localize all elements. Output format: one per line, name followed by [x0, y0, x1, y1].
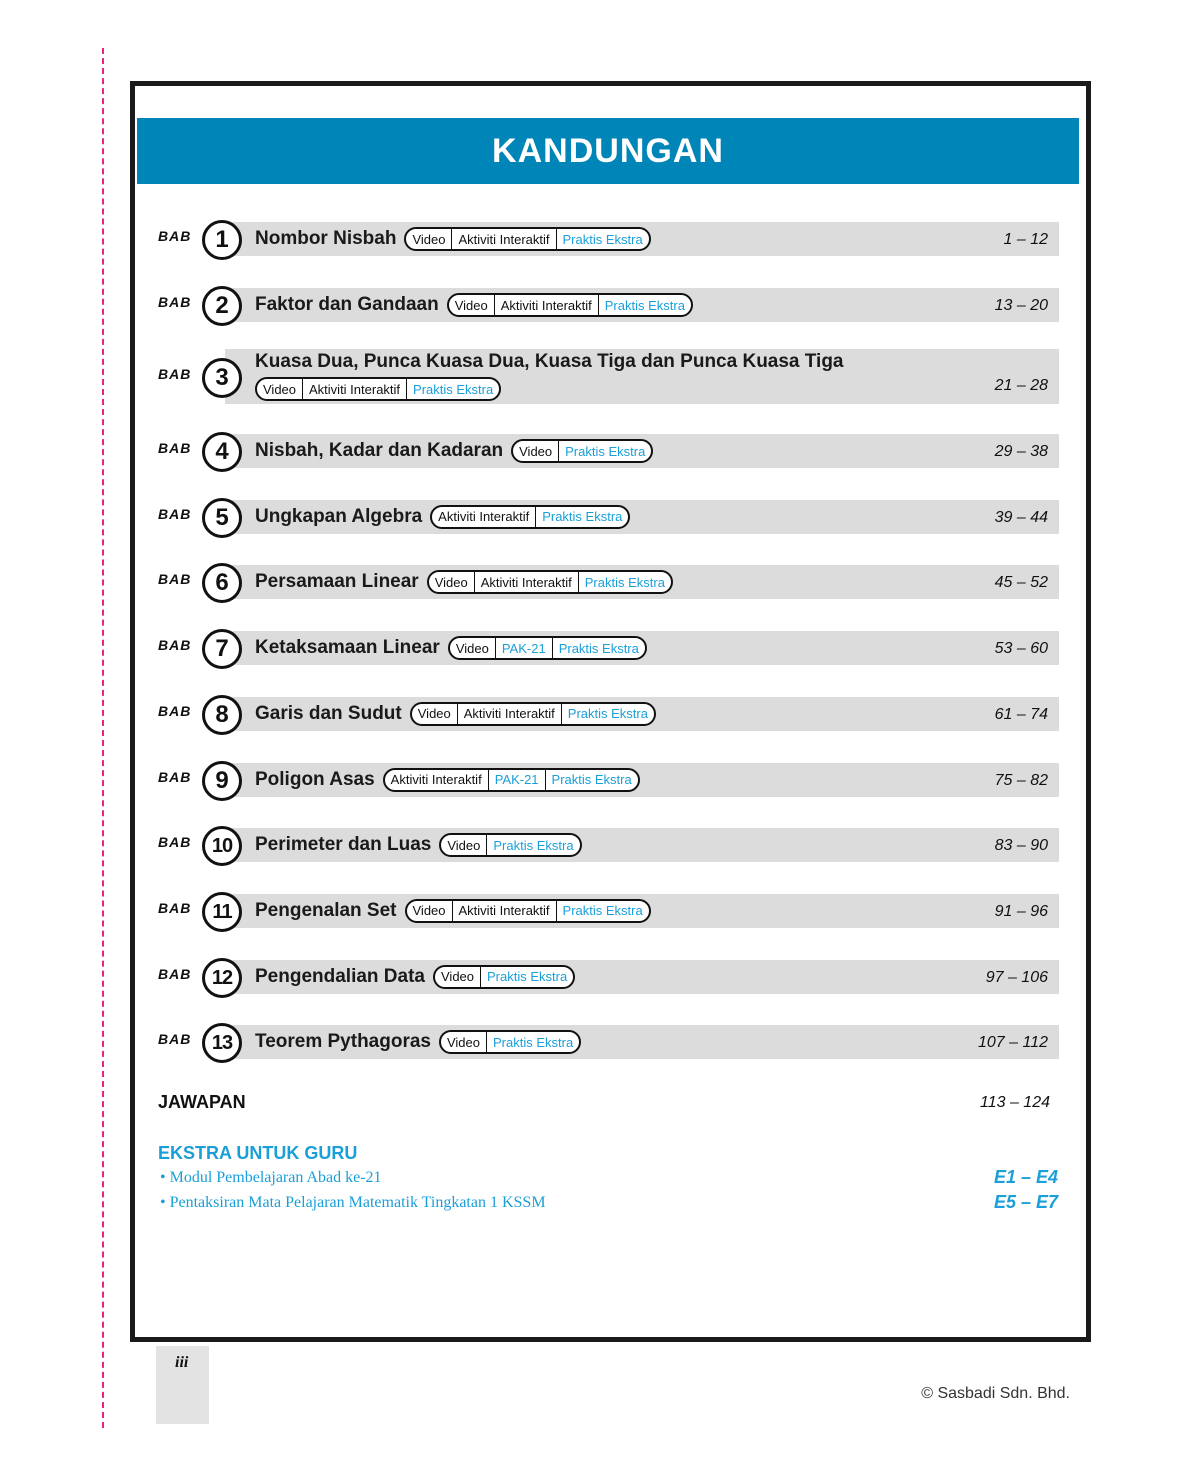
resource-tag[interactable]: Video — [417, 706, 451, 722]
extra-item-pages: E5 – E7 — [993, 1192, 1058, 1212]
chapter-number-badge: 5 — [202, 498, 242, 538]
chapter-title-line — [255, 293, 693, 317]
chapter-title-line — [255, 965, 575, 989]
resource-tags — [433, 965, 575, 989]
cut-guide-line — [102, 48, 104, 1428]
chapter-pages: 1 – 12 — [1003, 231, 1048, 248]
chapter-title[interactable]: Poligon Asas — [255, 768, 375, 790]
bab-label: BAB — [158, 702, 192, 719]
resource-tag[interactable]: Aktiviti Interaktif — [452, 901, 556, 921]
resource-tag[interactable]: Video — [454, 297, 488, 313]
resource-tag[interactable]: Praktis Ekstra — [486, 1032, 579, 1052]
chapter-pages: 97 – 106 — [985, 968, 1048, 986]
chapter-pages: 83 – 90 — [994, 837, 1048, 855]
chapter-title-line — [255, 227, 651, 251]
chapter-title[interactable]: Kuasa Dua, Punca Kuasa Dua, Kuasa Tiga dan Punca Kuasa Tiga — [255, 351, 844, 372]
resource-tag[interactable]: Video — [263, 381, 297, 397]
chapter-title-line — [255, 439, 653, 463]
resource-tag[interactable]: Aktiviti Interaktif — [474, 572, 578, 592]
resource-tags — [404, 227, 650, 251]
resource-tag[interactable]: Video — [455, 640, 489, 656]
bab-label: BAB — [158, 571, 192, 588]
chapter-title-line — [255, 899, 651, 923]
bab-label: BAB — [158, 505, 192, 522]
answers-label[interactable]: JAWAPAN — [158, 1092, 246, 1112]
bab-label: BAB — [158, 768, 192, 785]
chapter-number-badge: 1 — [202, 220, 242, 260]
chapter-title[interactable]: Nisbah, Kadar dan Kadaran — [255, 440, 504, 461]
resource-tag[interactable]: Aktiviti Interaktif — [438, 509, 530, 525]
resource-tag[interactable]: Video — [519, 443, 553, 459]
chapter-pages: 39 – 44 — [994, 508, 1048, 526]
chapter-pages: 45 – 52 — [994, 574, 1048, 592]
resource-tag[interactable]: Praktis Ekstra — [535, 507, 628, 527]
bab-label: BAB — [158, 365, 192, 382]
chapter-pages: 75 – 82 — [994, 771, 1048, 789]
resource-tags — [255, 377, 501, 401]
chapter-title-line — [255, 505, 630, 529]
chapter-title[interactable]: Pengenalan Set — [255, 899, 397, 921]
chapter-title-line — [255, 1030, 581, 1054]
chapter-title[interactable]: Pengendalian Data — [255, 965, 425, 987]
chapter-number-badge: 9 — [202, 761, 242, 801]
resource-tag[interactable]: Praktis Ekstra — [578, 572, 671, 592]
bab-label: BAB — [158, 965, 192, 982]
resource-tag[interactable]: Praktis Ekstra — [480, 967, 573, 987]
resource-tag[interactable]: Video — [412, 231, 446, 247]
chapter-tags-line — [255, 377, 501, 401]
resource-tag[interactable]: Praktis Ekstra — [556, 901, 649, 921]
chapter-number-badge: 4 — [202, 432, 242, 472]
chapter-pages: 91 – 96 — [994, 902, 1048, 920]
bab-label: BAB — [158, 899, 192, 916]
chapter-number-badge: 12 — [202, 958, 242, 998]
chapter-title[interactable]: Garis dan Sudut — [255, 702, 402, 724]
resource-tag[interactable]: Video — [412, 903, 446, 919]
bab-label: BAB — [158, 1031, 192, 1048]
extra-heading: EKSTRA UNTUK GURU — [158, 1143, 358, 1163]
chapter-pages: 13 – 20 — [994, 297, 1048, 314]
resource-tags — [447, 293, 693, 317]
resource-tag[interactable]: Praktis Ekstra — [556, 229, 649, 249]
bab-label: BAB — [158, 440, 192, 456]
resource-tags — [430, 505, 630, 529]
answers-pages: 113 – 124 — [980, 1094, 1050, 1111]
chapter-title-line — [255, 636, 647, 660]
chapter-title[interactable]: Perimeter dan Luas — [255, 834, 432, 856]
chapter-number-badge: 11 — [202, 892, 242, 932]
chapter-number-badge: 10 — [202, 826, 242, 866]
resource-tags — [410, 702, 656, 726]
resource-tags — [383, 768, 640, 792]
resource-tags — [448, 636, 647, 660]
resource-tags — [439, 1030, 581, 1054]
chapter-title-line — [255, 351, 852, 373]
chapter-title[interactable]: Nombor Nisbah — [255, 228, 397, 249]
chapter-title-line — [255, 833, 582, 857]
resource-tags — [439, 833, 581, 857]
chapter-number-badge: 7 — [202, 629, 242, 669]
bab-label: BAB — [158, 294, 192, 310]
resource-tag[interactable]: Praktis Ekstra — [598, 295, 691, 315]
resource-tags — [427, 570, 673, 594]
resource-tag[interactable]: Praktis Ekstra — [406, 379, 499, 399]
chapter-number-badge: 6 — [202, 563, 242, 603]
resource-tag[interactable]: Aktiviti Interaktif — [302, 379, 406, 399]
resource-tag[interactable]: Praktis Ekstra — [558, 441, 651, 461]
page-title: KANDUNGAN — [137, 118, 1079, 184]
chapter-title-line — [255, 768, 640, 792]
resource-tag[interactable]: Aktiviti Interaktif — [494, 295, 598, 315]
chapter-title[interactable]: Ketaksamaan Linear — [255, 637, 440, 659]
extra-item[interactable]: • Pentaksiran Mata Pelajaran Matematik Tingkatan 1 KSSM — [160, 1194, 546, 1211]
resource-tags — [405, 899, 651, 923]
chapter-title[interactable]: Faktor dan Gandaan — [255, 294, 439, 315]
chapter-pages: 21 – 28 — [994, 377, 1048, 394]
resource-tag[interactable]: Video — [446, 1034, 480, 1050]
chapter-title-line — [255, 702, 656, 726]
copyright: © Sasbadi Sdn. Bhd. — [921, 1385, 1070, 1402]
resource-tag[interactable]: Aktiviti Interaktif — [390, 772, 482, 787]
resource-tag[interactable]: PAK-21 — [495, 638, 552, 658]
resource-tag[interactable]: Praktis Ekstra — [561, 704, 654, 724]
resource-tag[interactable]: Aktiviti Interaktif — [451, 229, 555, 249]
chapter-pages: 53 – 60 — [994, 640, 1048, 658]
chapter-number-badge: 2 — [202, 286, 242, 326]
chapter-number-badge: 13 — [202, 1023, 242, 1063]
chapter-number-badge: 3 — [202, 358, 242, 398]
resource-tag[interactable]: Video — [434, 574, 468, 590]
extra-item[interactable]: • Modul Pembelajaran Abad ke-21 — [160, 1169, 382, 1186]
resource-tag[interactable]: Video — [441, 969, 475, 985]
extra-item-pages: E1 – E4 — [993, 1167, 1058, 1187]
resource-tags — [511, 439, 653, 463]
resource-tag[interactable]: PAK-21 — [488, 770, 545, 790]
chapter-title-line — [255, 570, 673, 594]
resource-tag[interactable]: Praktis Ekstra — [552, 638, 645, 658]
resource-tag[interactable]: Video — [447, 837, 481, 853]
chapter-pages: 29 – 38 — [994, 443, 1048, 460]
chapter-title[interactable]: Persamaan Linear — [255, 571, 419, 593]
resource-tag[interactable]: Praktis Ekstra — [545, 770, 638, 790]
chapter-title[interactable]: Teorem Pythagoras — [255, 1031, 431, 1053]
resource-tag[interactable]: Aktiviti Interaktif — [457, 704, 561, 724]
resource-tag[interactable]: Praktis Ekstra — [486, 835, 579, 855]
chapter-number-badge: 8 — [202, 695, 242, 735]
bab-label: BAB — [158, 637, 192, 654]
chapter-pages: 61 – 74 — [994, 705, 1048, 723]
chapter-title[interactable]: Ungkapan Algebra — [255, 505, 423, 527]
chapter-pages: 107 – 112 — [978, 1034, 1048, 1052]
bab-label: BAB — [158, 228, 192, 244]
page-number: iii — [175, 1354, 189, 1371]
bab-label: BAB — [158, 834, 192, 851]
